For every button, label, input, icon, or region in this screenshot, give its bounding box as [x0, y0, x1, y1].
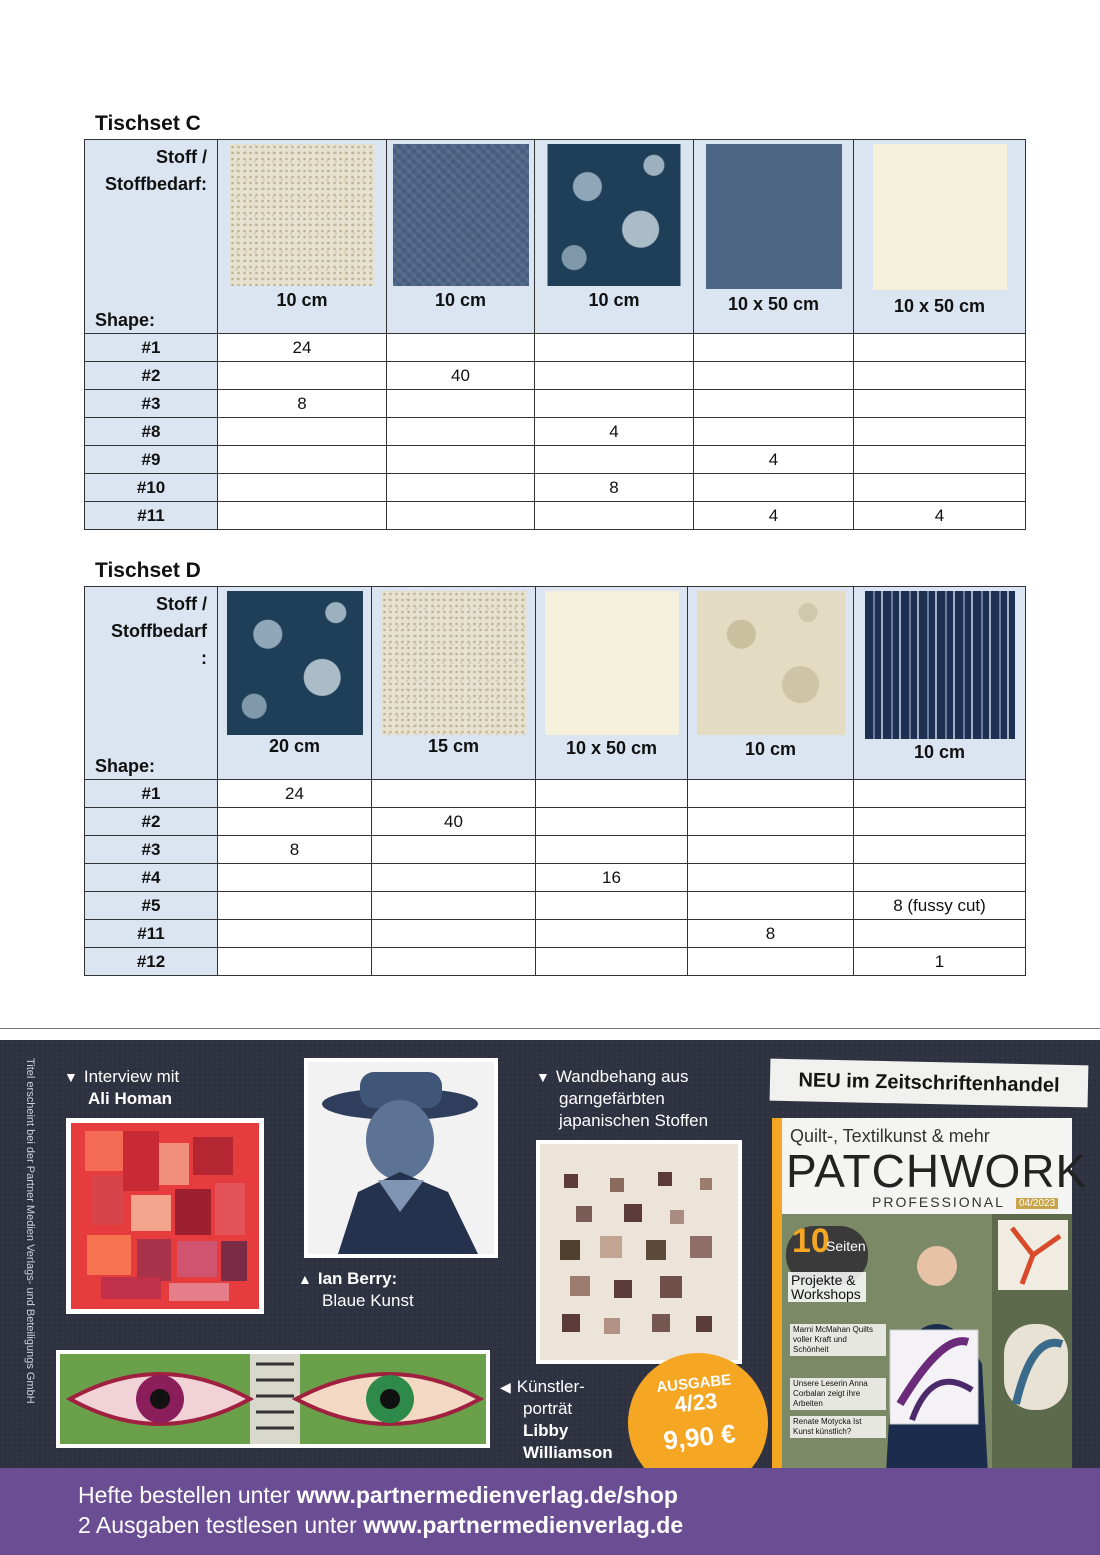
badge-price: 9,90 € [661, 1418, 737, 1456]
shape-number: #5 [85, 892, 218, 920]
wandbehang-line: japanischen Stoffen [559, 1111, 709, 1130]
publisher-note: Titel erscheint bei der Partner Medien Verlags- und Beteiligungs GmbH [24, 1058, 36, 1404]
quantity-cell [536, 836, 688, 864]
quantity-cell: 1 [854, 948, 1026, 976]
quantity-cell: 24 [218, 334, 387, 362]
fabric-amount: 10 cm [276, 290, 328, 310]
quantity-cell [218, 920, 372, 948]
wandbehang-caption [536, 1066, 708, 1132]
quantity-cell: 4 [694, 446, 854, 474]
quantity-cell [387, 502, 535, 530]
fabric-column [218, 587, 372, 780]
shape-number: #3 [85, 836, 218, 864]
wandbehang-line: garngefärbten [559, 1089, 665, 1108]
denim-portrait-graphic [308, 1062, 494, 1254]
table-row [85, 334, 1026, 362]
quantity-cell [536, 892, 688, 920]
fabric-swatch-beige-large-floral [697, 591, 845, 735]
quantity-cell [854, 808, 1026, 836]
quantity-cell [387, 418, 535, 446]
interview-caption [64, 1066, 179, 1110]
quantity-cell [854, 474, 1026, 502]
header-label-cell [85, 140, 218, 334]
test-link[interactable]: www.partnermedienverlag.de [363, 1512, 684, 1538]
shape-number: #11 [85, 502, 218, 530]
quantity-cell: 8 (fussy cut) [854, 892, 1026, 920]
test-line [78, 1512, 683, 1539]
shape-number: #12 [85, 948, 218, 976]
kuenstler-name: Libby [523, 1421, 569, 1440]
quantity-cell: 4 [694, 502, 854, 530]
shape-number: #4 [85, 864, 218, 892]
shape-number: #1 [85, 334, 218, 362]
shape-number: #11 [85, 920, 218, 948]
cover-note: Unsere Leserin Anna Corbalan zeigt ihre Arbeiten [790, 1378, 886, 1410]
cover-issue: 04/2023 [1016, 1198, 1058, 1209]
fabric-amount: 10 x 50 cm [893, 296, 986, 316]
quantity-cell [372, 836, 536, 864]
order-bar [0, 1468, 1100, 1555]
quantity-cell [372, 920, 536, 948]
table-row [85, 446, 1026, 474]
ian-subtitle: Blaue Kunst [322, 1291, 414, 1310]
quantity-cell [694, 474, 854, 502]
fabric-swatch-navy-stripe [865, 591, 1015, 739]
fabric-swatch-navy-floral [548, 144, 681, 286]
quantity-cell: 4 [854, 502, 1026, 530]
magazine-advert [0, 1040, 1100, 1555]
quantity-cell [536, 948, 688, 976]
table-row [85, 864, 1026, 892]
table-row [85, 836, 1026, 864]
shape-label: Shape: [95, 310, 156, 330]
interview-name: Ali Homan [88, 1089, 173, 1108]
cover-subtitle: PROFESSIONAL [872, 1194, 1005, 1210]
fabric-swatch-beige-floral [381, 591, 526, 735]
shape-number: #1 [85, 780, 218, 808]
quantity-cell [854, 390, 1026, 418]
cover-note: Marni McMahan Quilts voller Kraft und Schönheit [790, 1324, 886, 1356]
quantity-cell [694, 418, 854, 446]
colon-label: : [201, 648, 207, 668]
quantity-cell [536, 808, 688, 836]
triangle-down-icon: ▼ [64, 1069, 78, 1085]
fabric-column [387, 140, 535, 334]
kuenstler-name: Williamson [523, 1443, 613, 1462]
ian-caption [298, 1268, 414, 1312]
quantity-cell [688, 780, 854, 808]
triangle-left-icon: ◀ [500, 1379, 511, 1395]
wandbehang-line: Wandbehang aus [555, 1067, 689, 1086]
fabric-amount: 15 cm [427, 736, 480, 756]
quantity-cell [535, 334, 694, 362]
shape-number: #10 [85, 474, 218, 502]
ian-name: Ian Berry: [317, 1269, 398, 1288]
fabric-swatch-cream [545, 591, 679, 735]
cover-tagline: Quilt-, Textilkunst & mehr [790, 1126, 990, 1146]
stoff-label: Stoff / [156, 594, 207, 614]
tischset-c-title: Tischset C [95, 112, 201, 135]
quantity-cell: 24 [218, 780, 372, 808]
quantity-cell [218, 892, 372, 920]
quantity-cell [535, 446, 694, 474]
cover-ten: 10 [792, 1222, 830, 1260]
kuenstler-caption [500, 1376, 613, 1464]
section-divider [0, 1028, 1100, 1029]
wall-hanging-image [536, 1140, 742, 1364]
quantity-cell [372, 780, 536, 808]
red-quilt-image [66, 1118, 264, 1314]
eyes-artwork-image [56, 1350, 490, 1448]
quantity-cell [218, 808, 372, 836]
cover-note: Renate Motycka Ist Kunst künstlich? [790, 1416, 886, 1438]
red-quilt-graphic [71, 1123, 259, 1309]
quantity-cell: 40 [387, 362, 535, 390]
quantity-cell [854, 920, 1026, 948]
fabric-column [535, 140, 694, 334]
quantity-cell [688, 864, 854, 892]
fabric-amount: 10 cm [913, 742, 966, 762]
table-row [85, 780, 1026, 808]
header-label-cell [85, 587, 218, 780]
fabric-column [218, 140, 387, 334]
shape-number: #2 [85, 808, 218, 836]
quantity-cell [218, 418, 387, 446]
quantity-cell [535, 390, 694, 418]
cover-seiten: Seiten [826, 1238, 866, 1254]
neu-banner: NEU im Zeitschriftenhandel [770, 1059, 1089, 1108]
quantity-cell: 16 [536, 864, 688, 892]
quantity-cell [854, 836, 1026, 864]
quantity-cell [372, 864, 536, 892]
order-link[interactable]: www.partnermedienverlag.de/shop [296, 1482, 678, 1508]
table-row [85, 474, 1026, 502]
quantity-cell [535, 502, 694, 530]
table-row [85, 808, 1026, 836]
quantity-cell [536, 920, 688, 948]
quantity-cell: 8 [535, 474, 694, 502]
quantity-cell [218, 474, 387, 502]
fabric-swatch-navy-floral [227, 591, 363, 735]
shape-number: #9 [85, 446, 218, 474]
eyes-artwork-graphic [60, 1354, 486, 1444]
quantity-cell [854, 418, 1026, 446]
table-row [85, 502, 1026, 530]
fabric-swatch-blue-texture [393, 144, 529, 286]
quantity-cell: 4 [535, 418, 694, 446]
fabric-amount: 10 cm [744, 739, 797, 759]
fabric-amount: 10 cm [588, 290, 640, 310]
table-row [85, 362, 1026, 390]
stoffbedarf-label: Stoffbedarf: [105, 174, 207, 194]
table-row [85, 920, 1026, 948]
quantity-cell [372, 892, 536, 920]
quantity-cell [694, 390, 854, 418]
fabric-amount: 20 cm [268, 736, 321, 756]
quantity-cell [688, 808, 854, 836]
quantity-cell [854, 362, 1026, 390]
table-row [85, 948, 1026, 976]
table-row [85, 390, 1026, 418]
fabric-column [536, 587, 688, 780]
triangle-up-icon: ▲ [298, 1271, 312, 1287]
fabric-swatch-beige-floral [230, 144, 375, 286]
badge-issue: 4/23 [673, 1387, 719, 1418]
wall-hanging-graphic [540, 1144, 738, 1360]
table-row [85, 418, 1026, 446]
cover-projekte: Projekte & Workshops [788, 1272, 866, 1302]
quantity-cell [694, 334, 854, 362]
stoffbedarf-label: Stoffbedarf [111, 621, 207, 641]
shape-number: #3 [85, 390, 218, 418]
quantity-cell [694, 362, 854, 390]
ian-berry-image [304, 1058, 498, 1258]
quantity-cell [387, 474, 535, 502]
fabric-swatch-slate-blue [706, 144, 842, 289]
quantity-cell [688, 948, 854, 976]
quantity-cell: 8 [218, 390, 387, 418]
shape-number: #8 [85, 418, 218, 446]
quantity-cell [688, 836, 854, 864]
quantity-cell [387, 334, 535, 362]
cover-title: PATCHWORK [786, 1145, 1088, 1197]
stoff-label: Stoff / [156, 147, 207, 167]
fabric-column [854, 140, 1026, 334]
quantity-cell [854, 864, 1026, 892]
interview-line: Interview mit [83, 1067, 180, 1086]
test-prefix: 2 Ausgaben testlesen unter [78, 1512, 364, 1538]
fabric-swatch-cream [873, 144, 1007, 290]
badge-ausgabe: AUSGABE [655, 1371, 733, 1397]
quantity-cell [854, 446, 1026, 474]
quantity-cell [218, 502, 387, 530]
fabric-column [688, 587, 854, 780]
kuenstler-line: porträt [523, 1399, 573, 1418]
quantity-cell [854, 780, 1026, 808]
tischset-d-table [84, 586, 1026, 976]
tischset-d-title: Tischset D [95, 559, 201, 582]
quantity-cell [854, 334, 1026, 362]
quantity-cell: 8 [688, 920, 854, 948]
quantity-cell [218, 446, 387, 474]
fabric-amount: 10 cm [434, 290, 487, 310]
table-row [85, 892, 1026, 920]
quantity-cell [688, 892, 854, 920]
kuenstler-line: Künstler- [516, 1377, 585, 1396]
shape-number: #2 [85, 362, 218, 390]
fabric-column [854, 587, 1026, 780]
quantity-cell [218, 864, 372, 892]
quantity-cell [372, 948, 536, 976]
quantity-cell: 8 [218, 836, 372, 864]
order-prefix: Hefte bestellen unter [78, 1482, 297, 1508]
fabric-column [372, 587, 536, 780]
quantity-cell [387, 390, 535, 418]
quantity-cell [536, 780, 688, 808]
quantity-cell [218, 362, 387, 390]
quantity-cell [535, 362, 694, 390]
fabric-amount: 10 x 50 cm [565, 738, 658, 758]
quantity-cell [218, 948, 372, 976]
quantity-cell: 40 [372, 808, 536, 836]
fabric-column [694, 140, 854, 334]
shape-label: Shape: [95, 756, 156, 776]
order-line [78, 1482, 678, 1509]
tischset-c-table [84, 139, 1026, 530]
triangle-down-icon: ▼ [536, 1069, 550, 1085]
quantity-cell [387, 446, 535, 474]
fabric-amount: 10 x 50 cm [727, 294, 820, 314]
